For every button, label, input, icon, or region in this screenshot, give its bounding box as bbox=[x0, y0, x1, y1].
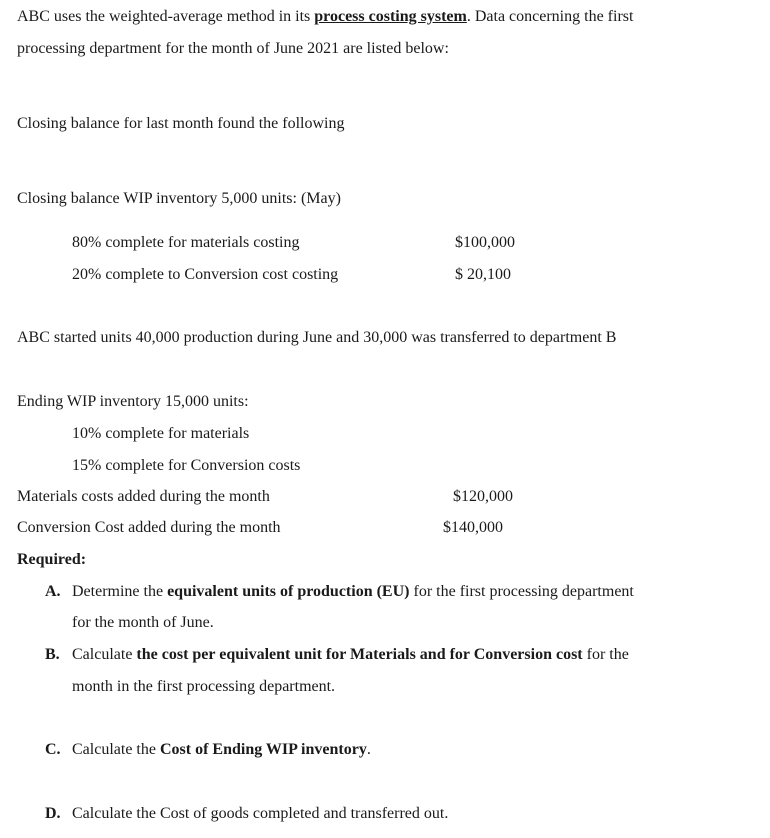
closing-wip-heading: Closing balance WIP inventory 5,000 units: (May) bbox=[17, 190, 341, 207]
required-heading: Required: bbox=[17, 551, 87, 568]
intro-text-start: ABC uses the weighted-average method in its bbox=[17, 8, 315, 25]
process-costing-link[interactable]: process costing system bbox=[314, 8, 467, 25]
cost-added-amount: $140,000 bbox=[443, 519, 503, 536]
cost-added-label: Materials costs added during the month bbox=[17, 488, 270, 505]
closing-wip-item-amount: $ 20,100 bbox=[455, 266, 511, 283]
requirement-b-line-1 bbox=[72, 645, 629, 665]
requirement-c-line bbox=[72, 740, 371, 760]
requirement-b-bold: the cost per equivalent unit for Materials and for Conversion cost bbox=[136, 646, 583, 663]
requirement-a-bold: equivalent units of production (EU) bbox=[167, 583, 410, 600]
cost-added-label: Conversion Cost added during the month bbox=[17, 519, 281, 536]
requirement-c-letter: C. bbox=[45, 741, 61, 758]
started-text: ABC started units 40,000 production during June and 30,000 was transferred to department B bbox=[17, 329, 617, 346]
ending-wip-item: 15% complete for Conversion costs bbox=[72, 457, 301, 474]
closing-wip-item-amount: $100,000 bbox=[455, 234, 515, 251]
requirement-a-text-end: for the first processing department bbox=[409, 583, 634, 600]
closing-wip-item-label: 20% complete to Conversion cost costing bbox=[72, 266, 339, 283]
requirement-b-line-2: month in the first processing department. bbox=[72, 678, 336, 695]
requirement-a-line-2: for the month of June. bbox=[72, 614, 214, 631]
requirement-a-line-1 bbox=[72, 582, 634, 602]
cost-added-amount: $120,000 bbox=[453, 488, 513, 505]
requirement-a-text: Determine the bbox=[72, 583, 168, 600]
requirement-d-letter: D. bbox=[45, 805, 61, 822]
requirement-c-bold: Cost of Ending WIP inventory bbox=[159, 741, 367, 758]
requirement-d-line: Calculate the Cost of goods completed and transferred out. bbox=[72, 805, 449, 822]
intro-text-end: . Data concerning the first bbox=[466, 8, 634, 25]
ending-wip-heading: Ending WIP inventory 15,000 units: bbox=[17, 393, 249, 410]
requirement-b-text: Calculate bbox=[72, 646, 137, 663]
requirement-c-text-end: . bbox=[366, 741, 371, 758]
requirement-a-letter: A. bbox=[45, 583, 61, 600]
intro-line-2: processing department for the month of June 2021 are listed below: bbox=[17, 40, 449, 57]
closing-wip-item-label: 80% complete for materials costing bbox=[72, 234, 300, 251]
intro-line-1 bbox=[17, 7, 633, 27]
requirement-b-text-end: for the bbox=[582, 646, 629, 663]
requirement-b-letter: B. bbox=[45, 646, 60, 663]
ending-wip-item: 10% complete for materials bbox=[72, 425, 250, 442]
requirement-c-text: Calculate the bbox=[72, 741, 160, 758]
closing-intro: Closing balance for last month found the following bbox=[17, 115, 345, 132]
